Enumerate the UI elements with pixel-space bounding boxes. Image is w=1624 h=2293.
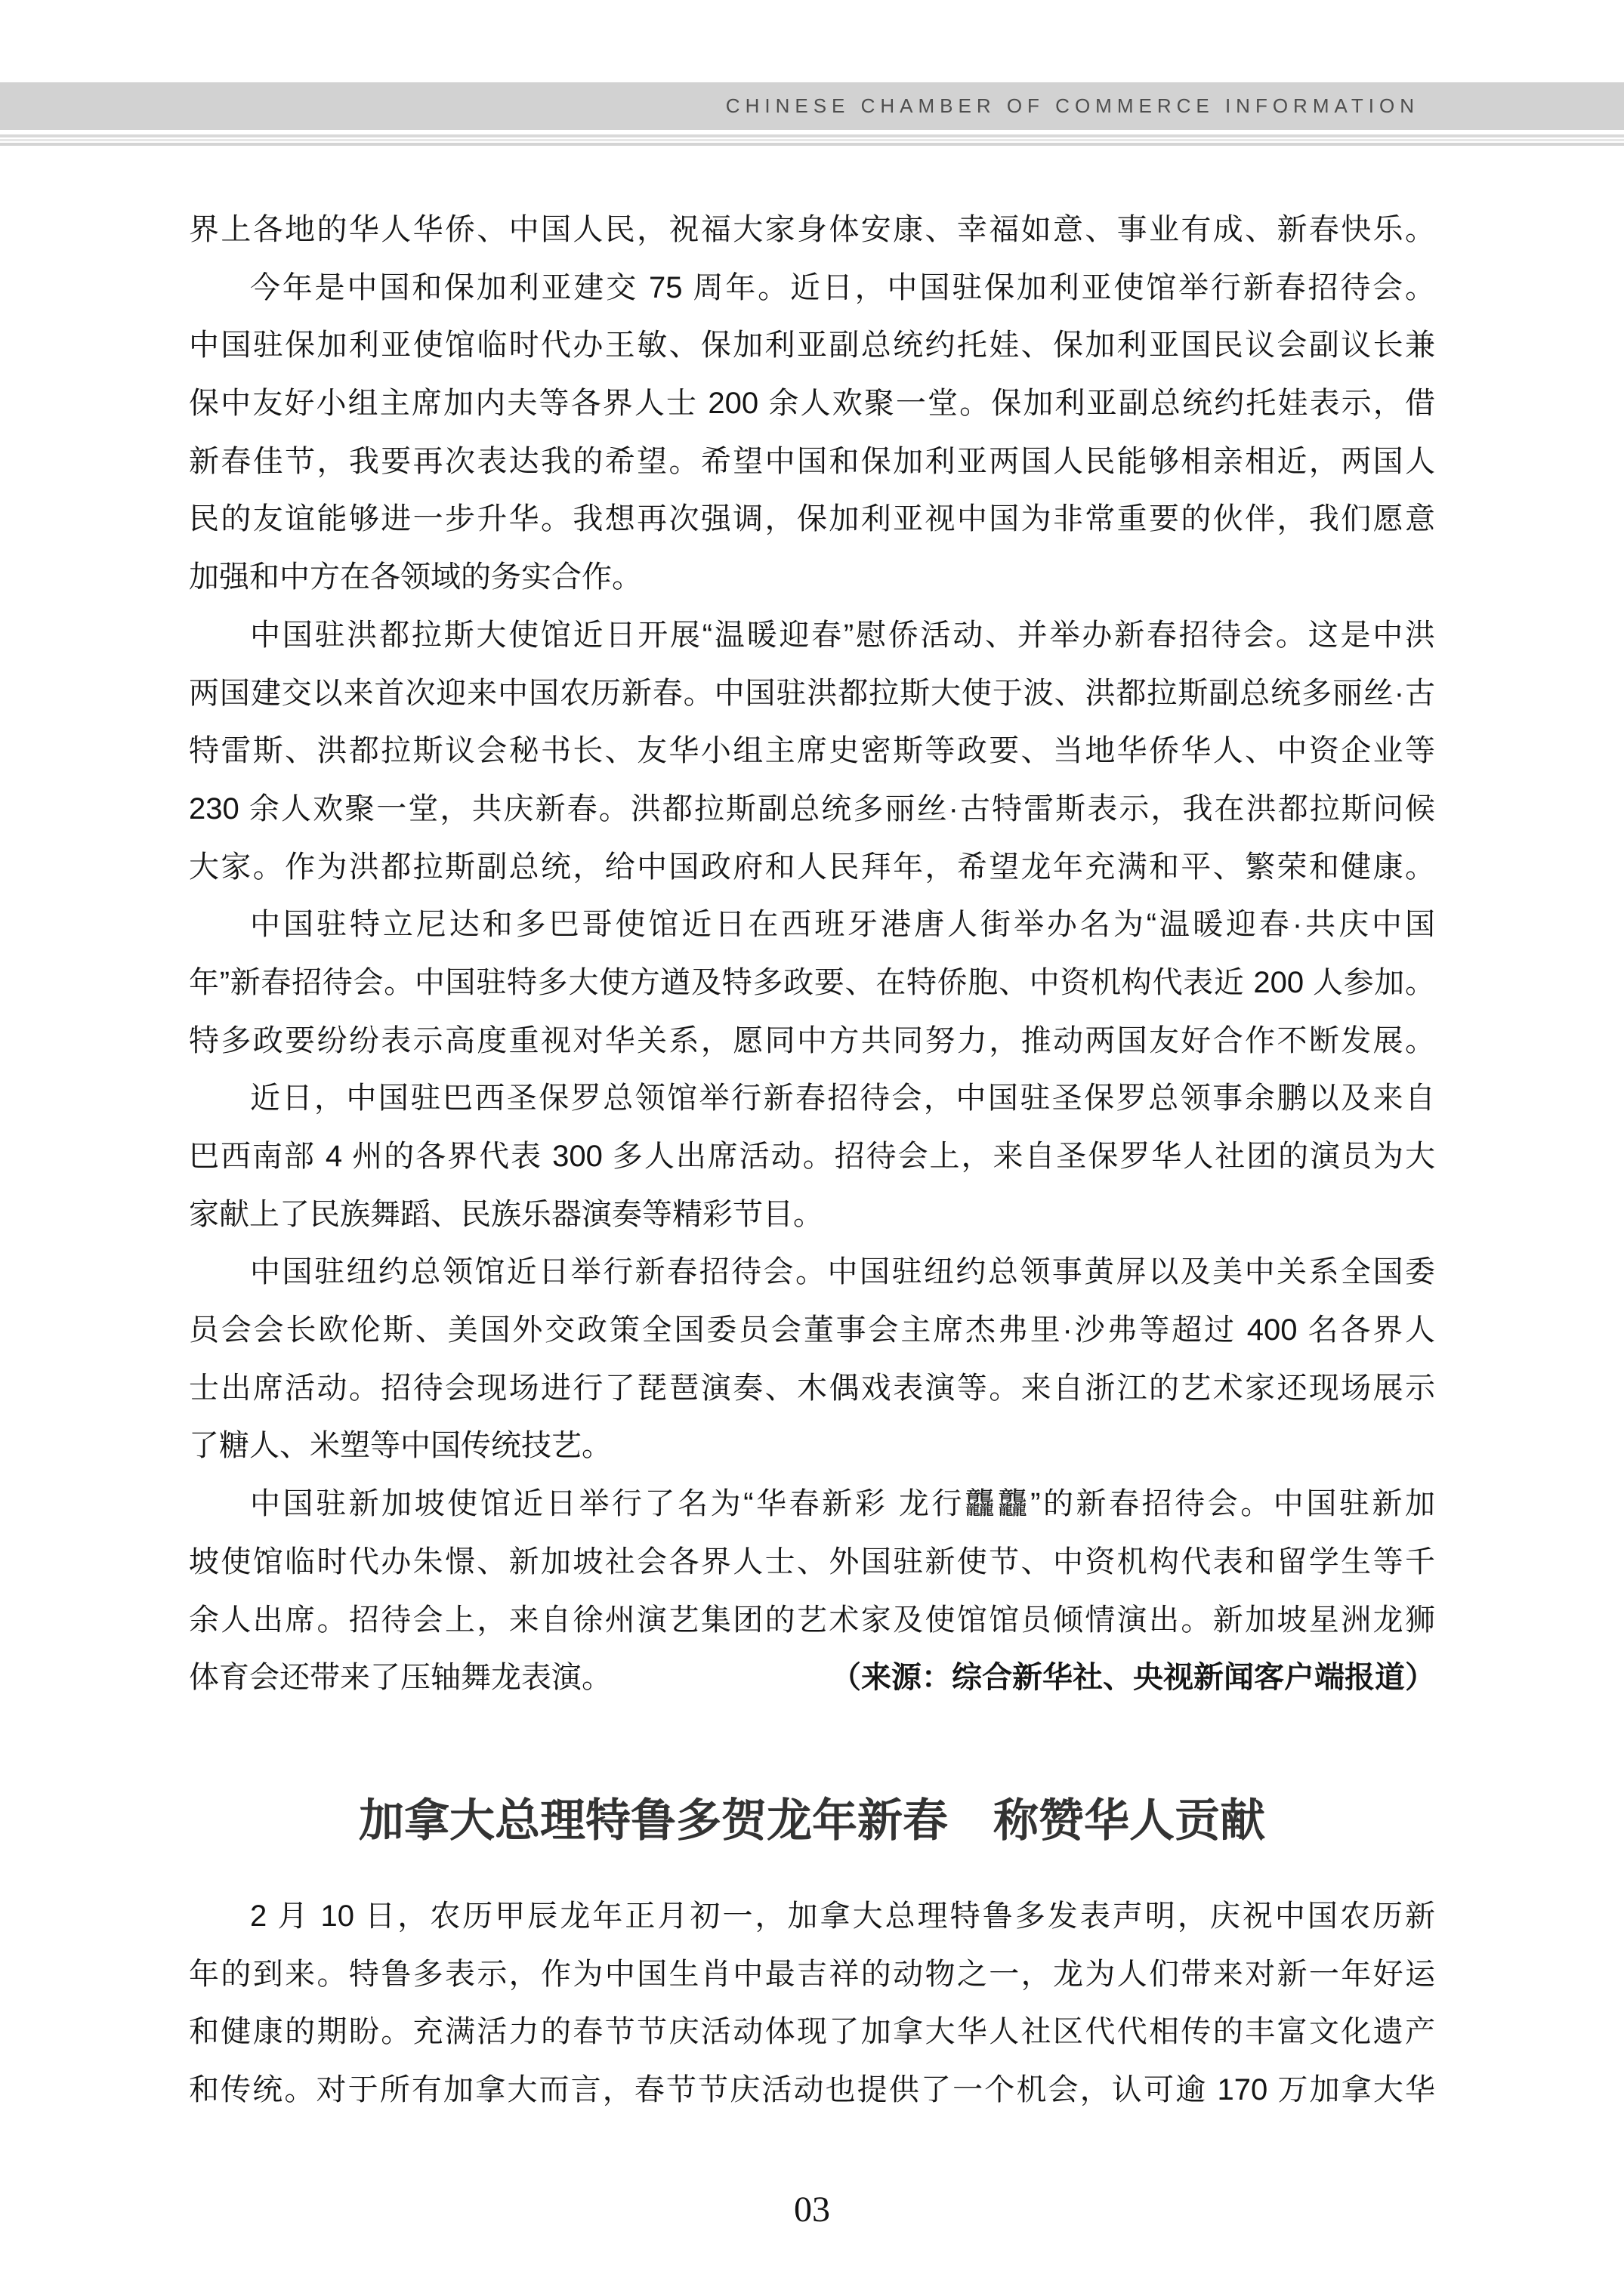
text-line: 余人出席。招待会上，来自徐州演艺集团的艺术家及使馆馆员倾情演出。新加坡星洲龙狮 [189,1603,1435,1637]
text-line: 保中友好小组主席加内夫等各界人士 200 余人欢聚一堂。保加利亚副总统约托娃表示，借 [189,387,1435,421]
source-note: （来源：综合新华社、央视新闻客户端报道） [831,1661,1435,1695]
text-line: 加强和中方在各领域的务实合作。 [189,560,642,594]
text-line: 家献上了民族舞蹈、民族乐器演奏等精彩节目。 [189,1197,823,1231]
text-line: 坡使馆临时代办朱憬、新加坡社会各界人士、外国驻新使节、中资机构代表和留学生等千 [189,1545,1435,1579]
text-line: 大家。作为洪都拉斯副总统，给中国政府和人民拜年，希望龙年充满和平、繁荣和健康。 [189,850,1435,884]
text-line-left: 体育会还带来了压轴舞龙表演。 [189,1661,612,1695]
text-line: 2 月 10 日，农历甲辰龙年正月初一，加拿大总理特鲁多发表声明，庆祝中国农历新 [250,1900,1435,1933]
text-line: 界上各地的华人华侨、中国人民，祝福大家身体安康、幸福如意、事业有成、新春快乐。 [189,213,1435,246]
header-banner-title: CHINESE CHAMBER OF COMMERCE INFORMATION [725,94,1419,117]
text-line: 了糖人、米塑等中国传统技艺。 [189,1429,612,1463]
text-line: 近日，中国驻巴西圣保罗总领馆举行新春招待会，中国驻圣保罗总领事余鹏以及来自 [250,1082,1435,1116]
page-number: 03 [794,2190,830,2230]
text-line: 230 余人欢聚一堂，共庆新春。洪都拉斯副总统多丽丝·古特雷斯表示，我在洪都拉斯问候 [189,792,1435,826]
text-line: 员会会长欧伦斯、美国外交政策全国委员会董事会主席杰弗里·沙弗等超过 400 名各界人 [189,1313,1435,1347]
text-line [189,1649,1435,1707]
text-line: 中国驻新加坡使馆近日举行了名为“华春新彩 龙行龘龘”的新春招待会。中国驻新加 [250,1487,1435,1521]
text-line: 和健康的期盼。充满活力的春节节庆活动体现了加拿大华人社区代代相传的丰富文化遗产 [189,2015,1435,2049]
text-line: 特多政要纷纷表示高度重视对华关系，愿同中方共同努力，推动两国友好合作不断发展。 [189,1023,1435,1057]
text-line: 和传统。对于所有加拿大而言，春节节庆活动也提供了一个机会，认可逾 170 万加拿大华 [189,2073,1435,2107]
article1-body [189,201,1435,1707]
article2-body [189,1887,1435,2119]
header-divider-line-1 [0,134,1624,137]
text-line: 民的友谊能够进一步升华。我想再次强调，保加利亚视中国为非常重要的伙伴，我们愿意 [189,502,1435,536]
text-line: 士出席活动。招待会现场进行了琵琶演奏、木偶戏表演等。来自浙江的艺术家还现场展示 [189,1371,1435,1405]
text-line: 中国驻纽约总领馆近日举行新春招待会。中国驻纽约总领事黄屏以及美中关系全国委 [250,1255,1435,1289]
header-divider-line-2 [0,139,1624,141]
text-line: 中国驻特立尼达和多巴哥使馆近日在西班牙港唐人街举办名为“温暖迎春·共庆中国 [250,908,1435,942]
text-line: 新春佳节，我要再次表达我的希望。希望中国和保加利亚两国人民能够相亲相近，两国人 [189,444,1435,478]
text-line: 两国建交以来首次迎来中国农历新春。中国驻洪都拉斯大使于波、洪都拉斯副总统多丽丝·古 [189,676,1435,710]
text-line: 特雷斯、洪都拉斯议会秘书长、友华小组主席史密斯等政要、当地华侨华人、中资企业等 [189,734,1435,768]
text-line: 巴西南部 4 州的各界代表 300 多人出席活动。招待会上，来自圣保罗华人社团的演员为大 [189,1140,1435,1173]
article2-title: 加拿大总理特鲁多贺龙年新春 称赞华人贡献 [359,1795,1265,1846]
text-line: 年”新春招待会。中国驻特多大使方遒及特多政要、在特侨胞、中资机构代表近 200 人参加。 [189,965,1435,999]
text-line: 年的到来。特鲁多表示，作为中国生肖中最吉祥的动物之一，龙为人们带来对新一年好运 [189,1957,1435,1991]
text-line: 今年是中国和保加利亚建交 75 周年。近日，中国驻保加利亚使馆举行新春招待会。 [250,270,1435,304]
text-line: 中国驻保加利亚使馆临时代办王敏、保加利亚副总统约托娃、保加利亚国民议会副议长兼 [189,329,1435,363]
header-divider-line-3 [0,143,1624,146]
header-banner [0,82,1624,130]
text-line: 中国驻洪都拉斯大使馆近日开展“温暖迎春”慰侨活动、并举办新春招待会。这是中洪 [250,618,1435,652]
